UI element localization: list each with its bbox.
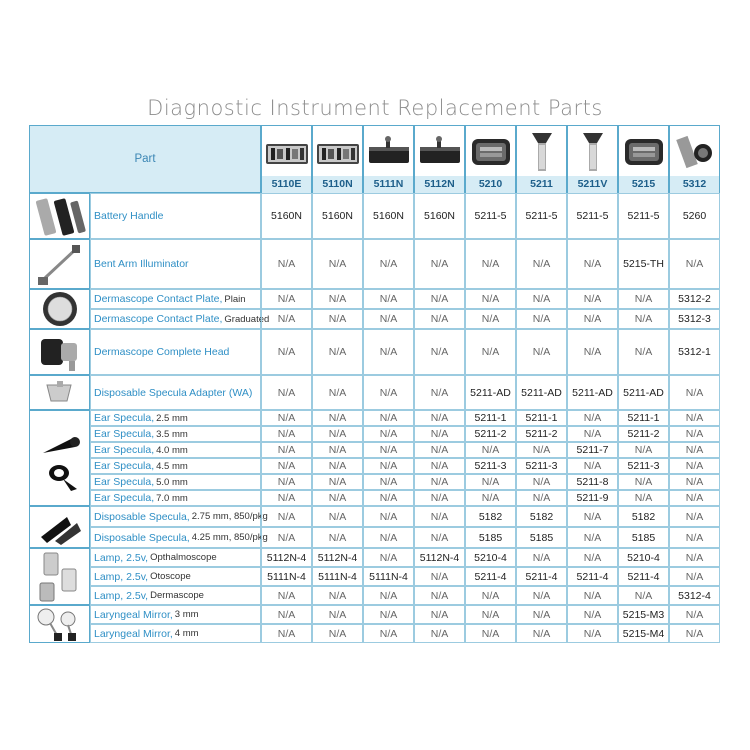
lamp-bulbs-icon [29, 548, 90, 605]
part-number-cell: N/A [618, 490, 669, 506]
part-variant: 4.5 mm [156, 460, 188, 472]
part-number-cell: 5211-4 [567, 567, 618, 586]
part-number-cell: N/A [312, 442, 363, 458]
part-label: Disposable Specula, [94, 510, 190, 523]
part-name [90, 605, 261, 624]
part-number-cell: N/A [261, 474, 312, 490]
model-number: 5312 [670, 176, 719, 193]
part-number-cell: N/A [567, 289, 618, 309]
part-name [90, 458, 261, 474]
part-number-cell: N/A [312, 329, 363, 375]
part-number-cell: 5185 [465, 527, 516, 548]
parts-table [29, 125, 719, 639]
part-number-cell: N/A [363, 490, 414, 506]
part-number-cell: 5182 [516, 506, 567, 527]
part-number-cell: N/A [414, 586, 465, 605]
part-number-cell: N/A [465, 309, 516, 329]
part-name [90, 309, 270, 329]
part-number-cell: N/A [312, 586, 363, 605]
part-number-cell: N/A [363, 309, 414, 329]
part-name [90, 474, 261, 490]
part-number-cell: 5211-AD [567, 375, 618, 410]
part-name [90, 375, 261, 410]
part-number-cell: 5182 [618, 506, 669, 527]
part-number-cell: N/A [516, 474, 567, 490]
part-variant: Otoscope [150, 571, 191, 582]
part-number-cell: 5215-M3 [618, 605, 669, 624]
part-number-cell: N/A [516, 624, 567, 643]
dermascope-head-icon [29, 329, 90, 375]
part-number-cell: N/A [618, 442, 669, 458]
part-variant: 4 mm [174, 628, 199, 639]
part-number-cell: N/A [516, 309, 567, 329]
part-name [90, 193, 261, 239]
part-number-cell: N/A [414, 239, 465, 289]
part-number-cell: N/A [414, 309, 465, 329]
part-label: Ear Specula, [94, 444, 155, 456]
part-name [90, 506, 268, 527]
part-number-cell: 5111N-4 [261, 567, 312, 586]
part-number-cell: 5312-1 [669, 329, 720, 375]
part-number-cell: 5211-5 [567, 193, 618, 239]
part-name [90, 567, 261, 586]
part-number-cell: N/A [618, 289, 669, 309]
page-title: Diagnostic Instrument Replacement Parts [147, 96, 603, 120]
model-header-5312 [669, 125, 720, 193]
model-header-5110e [261, 125, 312, 193]
model-number: 5110N [313, 176, 362, 193]
part-number-cell: N/A [567, 506, 618, 527]
part-number-cell: 5211-AD [516, 375, 567, 410]
part-number-cell: N/A [261, 375, 312, 410]
part-name [90, 527, 268, 548]
part-number-cell: N/A [414, 410, 465, 426]
part-number-cell: N/A [261, 586, 312, 605]
part-label: Bent Arm Illuminator [94, 258, 189, 270]
part-name [90, 239, 261, 289]
part-number-cell: N/A [312, 458, 363, 474]
part-number-cell: N/A [618, 329, 669, 375]
part-variant: 5.0 mm [156, 476, 188, 488]
part-number-cell: 5211-4 [465, 567, 516, 586]
part-number-cell: 5211-3 [618, 458, 669, 474]
part-number-cell: N/A [312, 410, 363, 426]
part-variant: 2.75 mm, 850/pkg [191, 511, 268, 522]
part-number-cell: N/A [261, 527, 312, 548]
part-number-cell: N/A [567, 527, 618, 548]
part-number-cell: N/A [414, 490, 465, 506]
model-header-5111n [363, 125, 414, 193]
part-number-cell: N/A [414, 426, 465, 442]
part-number-cell: 5182 [465, 506, 516, 527]
part-number-cell: N/A [261, 329, 312, 375]
part-number-cell: 5211-5 [465, 193, 516, 239]
part-number-cell: N/A [669, 548, 720, 567]
instrument-case-icon [262, 126, 311, 176]
part-label: Ear Specula, [94, 428, 155, 440]
part-variant: 7.0 mm [156, 492, 188, 504]
part-label: Disposable Specula Adapter (WA) [94, 386, 253, 399]
part-number-cell: N/A [618, 474, 669, 490]
part-number-cell: N/A [516, 490, 567, 506]
model-number: 5110E [262, 176, 311, 193]
part-number-cell: N/A [414, 624, 465, 643]
part-number-cell: 5260 [669, 193, 720, 239]
dermascope-icon [670, 126, 719, 176]
part-number-cell: 5112N-4 [312, 548, 363, 567]
part-number-cell: 5185 [618, 527, 669, 548]
part-label: Dermascope Contact Plate, [94, 293, 223, 305]
bent-arm-illuminator-icon [29, 239, 90, 289]
part-number-cell: 5160N [363, 193, 414, 239]
part-number-cell: N/A [567, 605, 618, 624]
part-number-cell: N/A [567, 458, 618, 474]
model-number: 5215 [619, 176, 668, 193]
part-name [90, 586, 261, 605]
part-number-cell: 5211-9 [567, 490, 618, 506]
part-number-cell: N/A [669, 506, 720, 527]
part-number-cell: N/A [363, 474, 414, 490]
part-label: Ear Specula, [94, 460, 155, 472]
part-variant: 4.25 mm, 850/pkg [191, 532, 268, 543]
part-number-cell: N/A [363, 605, 414, 624]
part-number-cell: N/A [567, 309, 618, 329]
part-number-cell: N/A [618, 309, 669, 329]
part-number-cell: 5111N-4 [363, 567, 414, 586]
part-number-cell: N/A [516, 442, 567, 458]
part-label: Laryngeal Mirror, [94, 608, 173, 621]
part-number-cell: N/A [312, 289, 363, 309]
part-number-cell: 5210-4 [465, 548, 516, 567]
part-number-cell: 5211-2 [516, 426, 567, 442]
model-number: 5211 [517, 176, 566, 193]
model-header-5110n [312, 125, 363, 193]
part-number-cell: 5211-1 [516, 410, 567, 426]
part-number-cell: N/A [363, 329, 414, 375]
part-number-cell: N/A [312, 527, 363, 548]
part-number-cell: N/A [414, 458, 465, 474]
otoscope-icon [568, 126, 617, 176]
part-number-cell: N/A [465, 624, 516, 643]
part-number-cell: N/A [465, 289, 516, 309]
part-variant: Plain [224, 293, 246, 305]
part-name [90, 426, 261, 442]
contact-plate-icon [29, 289, 90, 329]
part-name [90, 442, 261, 458]
part-number-cell: N/A [465, 239, 516, 289]
part-number-cell: 5185 [516, 527, 567, 548]
part-number-cell: N/A [414, 375, 465, 410]
part-number-cell: 5112N-4 [261, 548, 312, 567]
part-number-cell: N/A [363, 527, 414, 548]
part-number-cell: 5160N [261, 193, 312, 239]
part-number-cell: N/A [312, 309, 363, 329]
part-number-cell: N/A [312, 474, 363, 490]
model-number: 5112N [415, 176, 464, 193]
part-number-cell: N/A [465, 586, 516, 605]
part-number-cell: N/A [363, 548, 414, 567]
part-number-cell: N/A [465, 605, 516, 624]
part-number-cell: 5215-M4 [618, 624, 669, 643]
model-header-5112n [414, 125, 465, 193]
part-name [90, 490, 261, 506]
part-number-cell: N/A [261, 289, 312, 309]
part-number-cell: N/A [414, 527, 465, 548]
specula-adapter-icon [29, 375, 90, 410]
part-number-cell: 5112N-4 [414, 548, 465, 567]
part-label: Dermascope Complete Head [94, 346, 230, 358]
part-number-cell: N/A [363, 458, 414, 474]
part-number-cell: N/A [465, 442, 516, 458]
model-number: 5211V [568, 176, 617, 193]
part-number-cell: N/A [414, 289, 465, 309]
part-number-cell: 5211-5 [618, 193, 669, 239]
part-number-cell: N/A [312, 239, 363, 289]
part-number-cell: N/A [567, 239, 618, 289]
part-number-cell: 5211-1 [465, 410, 516, 426]
part-name [90, 329, 261, 375]
part-number-cell: N/A [618, 586, 669, 605]
model-header-5210 [465, 125, 516, 193]
part-label: Ear Specula, [94, 476, 155, 488]
part-number-cell: 5160N [414, 193, 465, 239]
part-number-cell: 5215-TH [618, 239, 669, 289]
part-number-cell: N/A [669, 474, 720, 490]
ear-specula-icon [29, 410, 90, 506]
part-number-cell: N/A [261, 442, 312, 458]
part-number-cell: N/A [567, 624, 618, 643]
part-number-cell: N/A [261, 309, 312, 329]
part-label: Lamp, 2.5v, [94, 551, 149, 564]
part-label: Ear Specula, [94, 412, 155, 424]
part-variant: 4.0 mm [156, 444, 188, 456]
part-number-cell: N/A [312, 506, 363, 527]
part-number-cell: 5211-8 [567, 474, 618, 490]
part-number-cell: N/A [465, 490, 516, 506]
part-number-cell: N/A [669, 490, 720, 506]
part-number-cell: N/A [312, 605, 363, 624]
part-number-cell: N/A [465, 474, 516, 490]
part-number-cell: 5211-4 [618, 567, 669, 586]
part-number-cell: N/A [669, 239, 720, 289]
part-number-cell: N/A [261, 410, 312, 426]
part-number-cell: 5211-5 [516, 193, 567, 239]
part-variant: Opthalmoscope [150, 552, 217, 563]
model-number: 5210 [466, 176, 515, 193]
part-number-cell: N/A [414, 474, 465, 490]
part-number-cell: N/A [261, 239, 312, 289]
part-number-cell: 5211-AD [618, 375, 669, 410]
part-number-cell: 5111N-4 [312, 567, 363, 586]
model-header-5215 [618, 125, 669, 193]
part-number-cell: N/A [414, 567, 465, 586]
part-number-cell: 5160N [312, 193, 363, 239]
part-number-cell: N/A [363, 375, 414, 410]
part-number-cell: 5211-4 [516, 567, 567, 586]
part-variant: Dermascope [150, 590, 204, 601]
part-variant: Graduated [224, 313, 270, 325]
part-name [90, 624, 261, 643]
part-number-cell: N/A [567, 410, 618, 426]
part-number-cell: N/A [516, 329, 567, 375]
part-name [90, 289, 261, 309]
part-number-cell: N/A [363, 624, 414, 643]
part-number-cell: N/A [363, 289, 414, 309]
part-label: Battery Handle [94, 210, 164, 222]
part-number-cell: N/A [669, 567, 720, 586]
disposable-specula-icon [29, 506, 90, 548]
part-number-cell: N/A [261, 506, 312, 527]
part-number-cell: N/A [516, 605, 567, 624]
part-variant: 2.5 mm [156, 412, 188, 424]
part-number-cell: N/A [363, 239, 414, 289]
part-number-cell: N/A [363, 442, 414, 458]
part-label: Lamp, 2.5v, [94, 570, 149, 583]
model-header-5211 [516, 125, 567, 193]
part-number-cell: N/A [363, 506, 414, 527]
part-number-cell: N/A [669, 442, 720, 458]
zip-case-icon [619, 126, 668, 176]
part-number-cell: N/A [516, 586, 567, 605]
part-number-cell: 5211-3 [516, 458, 567, 474]
part-number-cell: N/A [312, 490, 363, 506]
battery-handles-icon [29, 193, 90, 239]
part-variant: 3.5 mm [156, 428, 188, 440]
part-number-cell: 5211-1 [618, 410, 669, 426]
otoscope-icon [517, 126, 566, 176]
part-number-cell: N/A [363, 426, 414, 442]
part-number-cell: N/A [669, 458, 720, 474]
part-number-cell: N/A [363, 410, 414, 426]
part-number-cell: N/A [567, 586, 618, 605]
part-number-cell: N/A [312, 426, 363, 442]
part-number-cell: N/A [669, 527, 720, 548]
part-number-cell: N/A [516, 239, 567, 289]
part-number-cell: N/A [465, 329, 516, 375]
part-number-cell: 5210-4 [618, 548, 669, 567]
part-number-cell: N/A [414, 506, 465, 527]
part-number-cell: N/A [669, 426, 720, 442]
part-name [90, 410, 261, 426]
part-number-cell: N/A [567, 329, 618, 375]
part-number-cell: 5211-2 [618, 426, 669, 442]
part-number-cell: N/A [669, 375, 720, 410]
zip-case-icon [466, 126, 515, 176]
part-number-cell: N/A [261, 624, 312, 643]
part-label: Lamp, 2.5v, [94, 589, 149, 602]
part-label: Dermascope Contact Plate, [94, 313, 223, 325]
part-number-cell: 5312-3 [669, 309, 720, 329]
part-number-cell: 5211-AD [465, 375, 516, 410]
part-number-cell: N/A [261, 426, 312, 442]
black-case-icon [364, 126, 413, 176]
model-header-5211v [567, 125, 618, 193]
model-number: 5111N [364, 176, 413, 193]
part-number-cell: N/A [261, 458, 312, 474]
part-number-cell: 5211-3 [465, 458, 516, 474]
part-number-cell: 5312-2 [669, 289, 720, 309]
part-number-cell: N/A [363, 586, 414, 605]
part-number-cell: N/A [516, 289, 567, 309]
part-number-cell: N/A [414, 605, 465, 624]
part-column-header: Part [29, 125, 261, 193]
part-number-cell: 5211-2 [465, 426, 516, 442]
part-label: Laryngeal Mirror, [94, 627, 173, 640]
part-number-cell: N/A [312, 375, 363, 410]
part-number-cell: N/A [516, 548, 567, 567]
part-number-cell: N/A [567, 548, 618, 567]
part-number-cell: N/A [669, 605, 720, 624]
instrument-case-icon [313, 126, 362, 176]
part-number-cell: N/A [261, 490, 312, 506]
black-case-icon [415, 126, 464, 176]
part-number-cell: N/A [669, 624, 720, 643]
part-number-cell: 5211-7 [567, 442, 618, 458]
part-label: Ear Specula, [94, 492, 155, 504]
part-number-cell: 5312-4 [669, 586, 720, 605]
part-number-cell: N/A [414, 442, 465, 458]
part-number-cell: N/A [567, 426, 618, 442]
part-number-cell: N/A [312, 624, 363, 643]
part-number-cell: N/A [414, 329, 465, 375]
laryngeal-mirror-icon [29, 605, 90, 643]
part-variant: 3 mm [174, 609, 199, 620]
part-label: Disposable Specula, [94, 531, 190, 544]
part-name [90, 548, 261, 567]
part-number-cell: N/A [261, 605, 312, 624]
part-number-cell: N/A [669, 410, 720, 426]
